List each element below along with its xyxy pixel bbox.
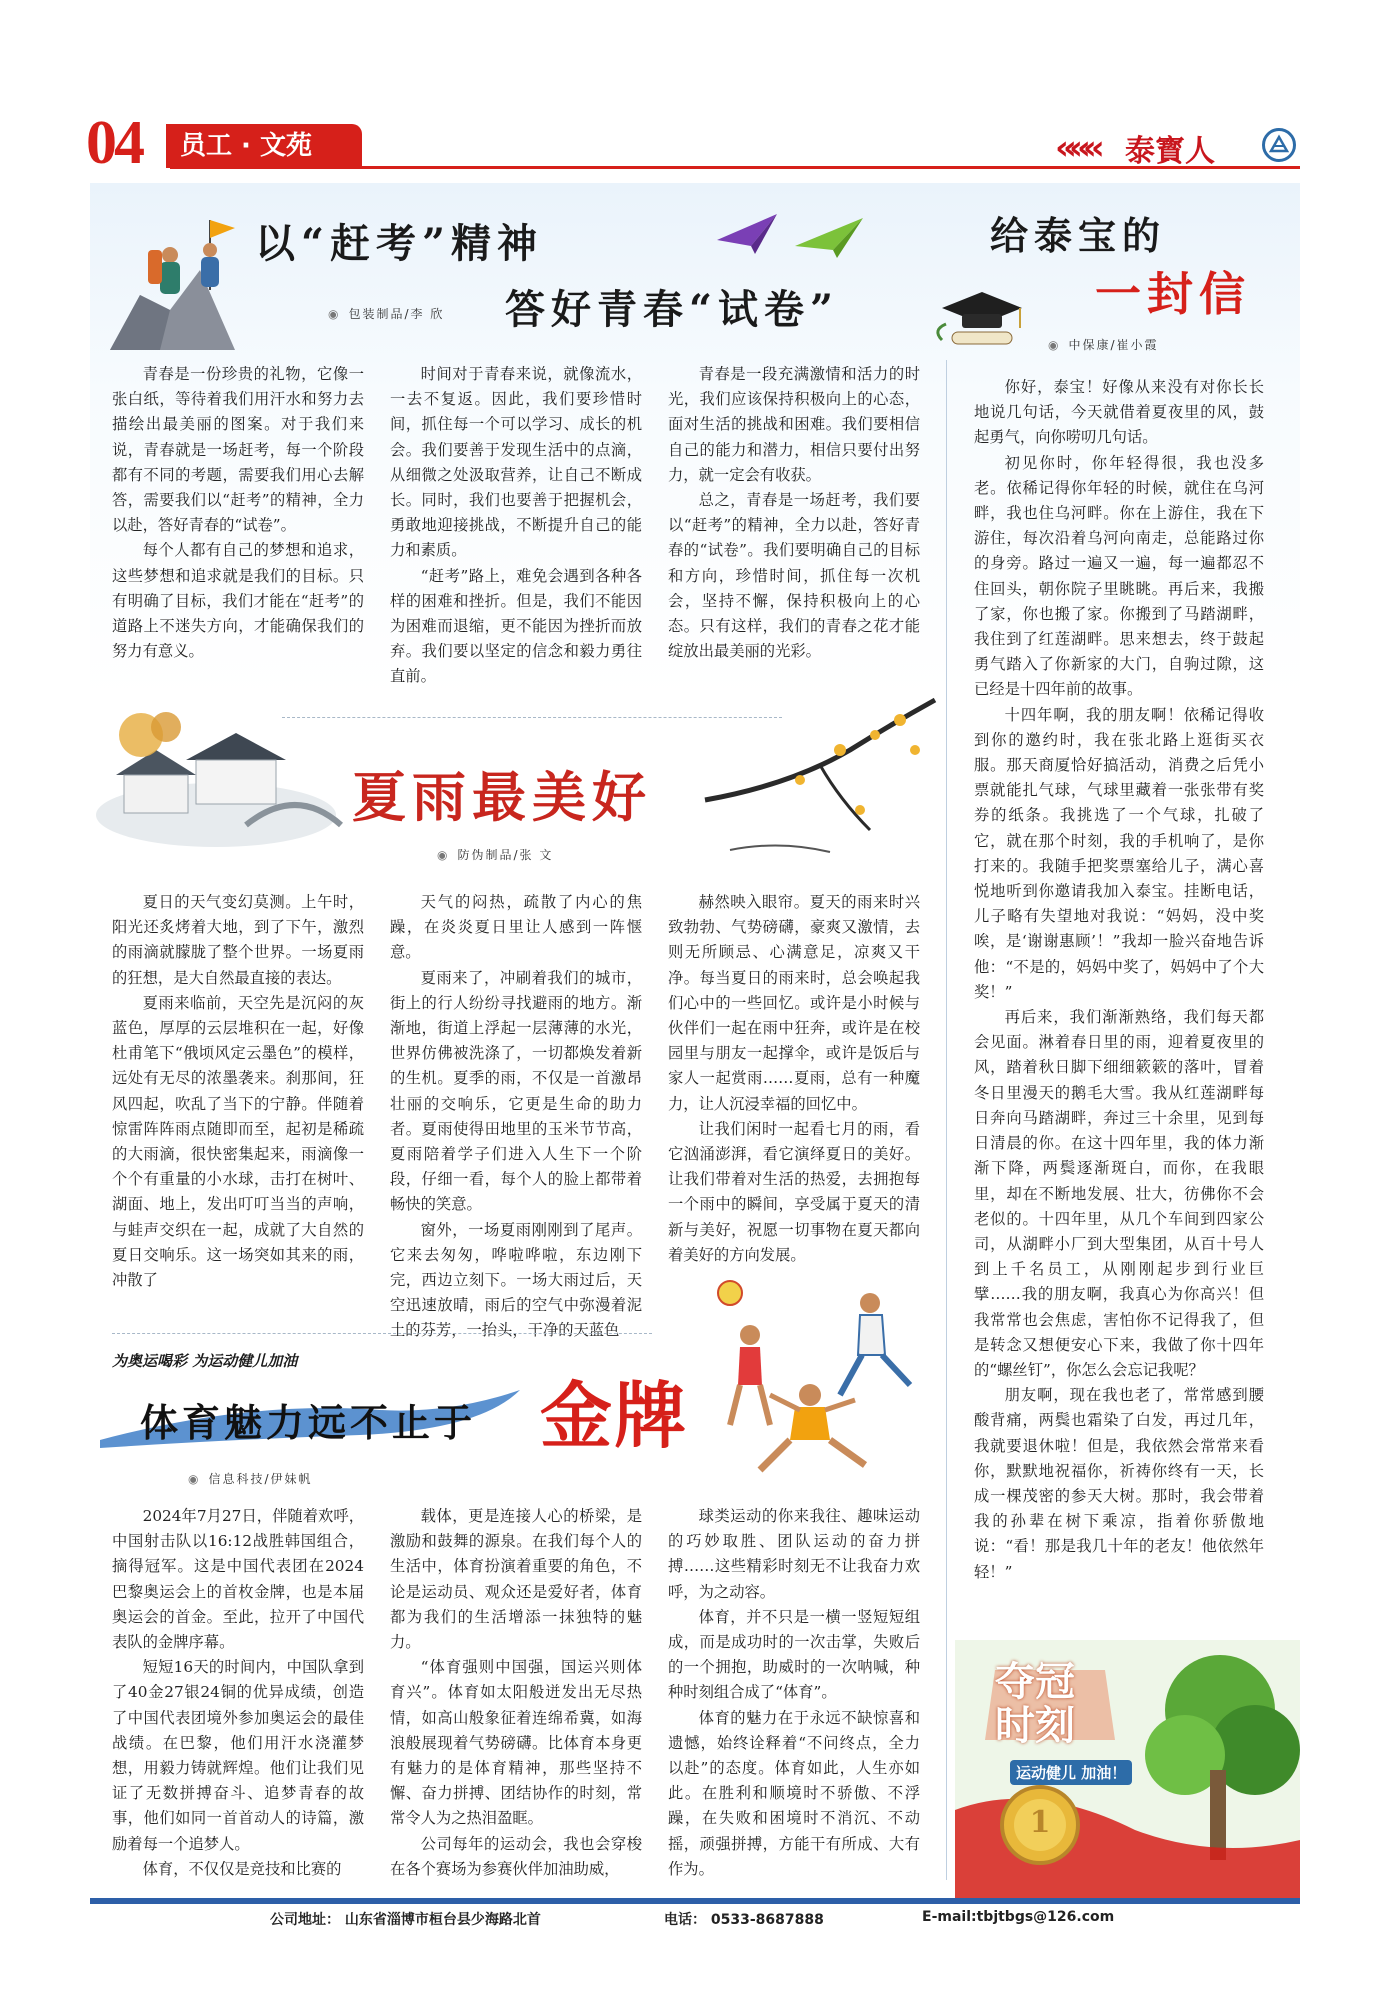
article1-column-3	[668, 362, 920, 664]
article2-column-3	[668, 890, 920, 1268]
article2-column-1	[112, 890, 364, 1293]
paragraph: 体育的魅力在于永远不缺惊喜和遗憾，始终诠释着“不问终点，全力以赴”的态度。体育如此，人生亦如此。在胜利和顺境时不骄傲、不浮躁，在失败和困境时不消沉、不动摇，顽强拼搏，方能干有所成、大有作为。	[668, 1708, 920, 1878]
article1-byline: ◉ 包装制品/李 欣	[328, 307, 445, 321]
byline-bullet-icon: ◉	[188, 1472, 201, 1486]
paragraph: 短短16天的时间内，中国队拿到了40金27银24铜的优异成绩，创造了中国代表团境外参加奥运会的最佳战绩。在巴黎，他们用汗水浇灌梦想，用毅力铸就辉煌。他们让我们见证了无数拼搏奋斗、追梦青春的故事，他们如同一首首动人的诗篇，激励着每一个追梦人。	[112, 1658, 364, 1853]
section-label: 员工 · 文苑	[166, 124, 362, 168]
brand-logo-text: 泰寳人	[1125, 134, 1215, 169]
article3-column-3	[668, 1504, 920, 1882]
section-divider	[112, 1333, 652, 1334]
article2-title: 夏雨最美好	[352, 765, 652, 829]
paragraph: 青春是一段充满激情和活力的时光，我们应该保持积极向上的心态，面对生活的挑战和困难。我们要相信自己的能力和潜力，相信只要付出努力，就一定会有收获。	[668, 365, 920, 484]
page-number: 04	[86, 109, 142, 177]
paragraph: 夏雨来了，冲刷着我们的城市，街上的行人纷纷寻找避雨的地方。渐渐地，街道上浮起一层薄薄的水光，世界仿佛被洗涤了，一切都焕发着新的生机。夏季的雨，不仅是一首激昂壮丽的交响乐，它更是生命的助力者。夏雨使得田地里的玉米节节高，夏雨陪着学子们进入人生下一个阶段，仔细一看，每个人的脸上都带着畅快的笑意。	[390, 968, 642, 1214]
column-divider	[946, 360, 947, 1880]
athletes-illustration	[690, 1275, 940, 1485]
ink-village-illustration	[96, 705, 346, 855]
article3-title-gold: 金牌	[540, 1373, 689, 1458]
badge-subtitle: 运动健儿 加油！	[1010, 1760, 1132, 1785]
paragraph: 十四年啊，我的朋友啊！依稀记得收到你的邀约时，我在张北路上逛街买衣服。那天商厦恰好搞活动，消费之后凭小票就能扎气球，气球里藏着一张张带有奖券的纸条。我挑选了一个气球，扎破了它，就在那个时刻，我的手机响了，是你打来的。我随手把奖票塞给儿子，满心喜悦地听到你邀请我加入泰宝。挂断电话，儿子略有失望地对我说：“妈妈，没中奖唉，是‘谢谢惠顾’！”我却一脸兴奋地告诉他：“不是的，妈妈中奖了，妈妈中了个大奖！”	[974, 705, 1264, 1001]
article2-column-2	[390, 890, 642, 1344]
footer-address: 公司地址： 山东省淄博市桓台县少海路北首	[270, 1912, 541, 1928]
byline-bullet-icon: ◉	[437, 848, 450, 862]
article3-column-2	[390, 1504, 642, 1882]
article1-title-line1: 以“赶考”精神	[255, 220, 544, 267]
article4-title-line2: 一封信	[1095, 267, 1251, 321]
climbers-illustration	[100, 200, 240, 350]
article4-column	[974, 375, 1264, 1585]
paragraph: 夏日的天气变幻莫测。上午时，阳光还炙烤着大地，到了下午，激烈的雨滴就朦胧了整个世界。一场夏雨的狂想，是大自然最直接的表达。	[112, 893, 364, 987]
paragraph: 总之，青春是一场赶考，我们要以“赶考”的精神，全力以赴，答好青春的“试卷”。我们要明确自己的目标和方向，珍惜时间，抓住每一次机会，坚持不懈，保持积极向上的心态。只有这样，我们的青春之花才能绽放出最美丽的光彩。	[668, 491, 920, 661]
paragraph: “体育强则中国强，国运兴则体育兴”。体育如太阳般迸发出无尽热情，如高山般象征着连绵希冀，如海浪般展现着气势磅礴。比体育本身更有魅力的是体育精神，那些坚持不懈、奋力拼搏、团结协作的时刻，常常令人为之热泪盈眶。	[390, 1658, 642, 1828]
paper-plane-icons	[715, 210, 865, 260]
article3-column-1	[112, 1504, 364, 1882]
badge-title: 夺冠时刻	[995, 1659, 1075, 1749]
paragraph: 体育，并不只是一横一竖短短组成，而是成功时的一次击掌，失败后的一个拥抱，助威时的一次呐喊，种种时刻组合成了“体育”。	[668, 1607, 920, 1702]
paragraph: 载体，更是连接人心的桥梁，是激励和鼓舞的源泉。在我们每个人的生活中，体育扮演着重要的角色，不论是运动员、观众还是爱好者，体育都为我们的生活增添一抹独特的魅力。	[390, 1507, 642, 1652]
paragraph: 公司每年的运动会，我也会穿梭在各个赛场为参赛伙伴加油助威，	[390, 1834, 642, 1878]
plum-blossom-illustration	[700, 690, 940, 870]
article4-title-line1: 给泰宝的	[990, 213, 1167, 258]
article4-byline: ◉ 中保康/崔小霞	[1048, 338, 1159, 352]
article2-byline: ◉ 防伪制品/张 文	[437, 848, 554, 862]
paragraph: 窗外，一场夏雨刚刚到了尾声。它来去匆匆，哗啦哗啦，东边刚下完，西边立刻下。一场大雨过后，天空迅速放晴，雨后的空气中弥漫着泥土的芬芳，一抬头，干净的天蓝色	[390, 1220, 642, 1340]
paragraph: 你好，泰宝！好像从来没有对你长长地说几句话，今天就借着夏夜里的风，鼓起勇气，向你唠叨几句话。	[974, 378, 1264, 447]
byline-bullet-icon: ◉	[328, 307, 341, 321]
gold-medal-icon: 1	[1029, 1805, 1051, 1840]
brand-seal-icon	[1262, 128, 1296, 162]
byline-bullet-icon: ◉	[1048, 338, 1061, 352]
paragraph: “赶考”路上，难免会遇到各种各样的困难和挫折。但是，我们不能因为困难而退缩，更不能因为挫折而放弃。我们要以坚定的信念和毅力勇往直前。	[390, 566, 642, 686]
paragraph: 青春是一份珍贵的礼物，它像一张白纸，等待着我们用汗水和努力去描绘出最美丽的图案。对于我们来说，青春就是一场赶考，每一个阶段都有不同的考题，需要我们用心去解答，需要我们以“赶考”的精神，全力以赴，答好青春的“试卷”。	[112, 365, 364, 535]
paragraph: 天气的闷热，疏散了内心的焦躁，在炎炎夏日里让人感到一阵惬意。	[390, 893, 642, 962]
footer-email: E-mail:tbjtbgs@126.com	[922, 1909, 1115, 1925]
paragraph: 朋友啊，现在我也老了，常常感到腰酸背痛，两鬓也霜染了白发，再过几年，我就要退休啦！但是，我依然会常常来看你，默默地祝福你，祈祷你终有一天，长成一棵茂密的参天大树。那时，我会带着我的孙辈在树下乘凉，指着你骄傲地说：“看！那是我几十年的老友！他依然年轻！”	[974, 1386, 1264, 1581]
brand-mark-icon: «««	[1055, 128, 1097, 168]
article3-title: 体育魅力远不止于	[140, 1400, 477, 1445]
paragraph: 夏雨来临前，天空先是沉闷的灰蓝色，厚厚的云层堆积在一起，好像杜甫笔下“俄顷风定云墨色”的模样，远处有无尽的浓墨袭来。刹那间，狂风四起，吹乱了当下的宁静。伴随着惊雷阵阵雨点随即而至，起初是稀疏的大雨滴，很快密集起来，雨滴像一个个有重量的小水球，击打在树叶、湖面、地上，发出叮叮当当的声响，与蛙声交织在一起，成就了大自然的夏日交响乐。这一场突如其来的雨，冲散了	[112, 993, 364, 1290]
paragraph: 球类运动的你来我往、趣味运动的巧妙取胜、团队运动的奋力拼搏……这些精彩时刻无不让我奋力欢呼，为之动容。	[668, 1507, 920, 1601]
article3-kicker: 为奥运喝彩 为运动健儿加油	[112, 1352, 298, 1370]
paragraph: 每个人都有自己的梦想和追求，这些梦想和追求就是我们的目标。只有明确了目标，我们才能在“赶考”的道路上不迷失方向，才能确保我们的努力有意义。	[112, 541, 364, 661]
graduation-cap-icon	[932, 280, 1032, 350]
paragraph: 让我们闲时一起看七月的雨，看它汹涌澎湃，看它演绎夏日的美好。让我们带着对生活的热爱，去拥抱每一个雨中的瞬间，享受属于夏天的清新与美好，祝愿一切事物在夏天都向着美好的方向发展。	[668, 1119, 920, 1264]
footer-bar	[90, 1898, 1300, 1904]
article1-column-1	[112, 362, 364, 664]
paragraph: 赫然映入眼帘。夏天的雨来时兴致勃勃、气势磅礴，豪爽又激情，去则无所顾忌、心满意足，凉爽又干净。每当夏日的雨来时，总会唤起我们心中的一些回忆。或许是小时候与伙伴们一起在雨中狂奔，或许是在校园里与朋友一起撑伞，或许是饭后与家人一起赏雨……夏雨，总有一种魔力，让人沉浸幸福的回忆中。	[668, 893, 920, 1113]
paragraph: 再后来，我们渐渐熟络，我们每天都会见面。淋着春日里的雨，迎着夏夜里的风，踏着秋日脚下细细簌簌的落叶，冒着冬日里漫天的鹅毛大雪。我从红莲湖畔每日奔向马踏湖畔，奔过三十余里，见到每日清晨的你。在这十四年里，我的体力渐渐下降，两鬓逐渐斑白，而你，在我眼里，却在不断地发展、壮大，彷佛你不会老似的。十四年里，从几个车间到四家公司，从湖畔小厂到大型集团，从百十号人到上千名员工，从刚刚起步到行业巨擘……我的朋友啊，我真心为你高兴！但我常常也会焦虑，害怕你不记得我了，但是转念又想便安心下来，我做了你十四年的“螺丝钉”，你怎么会忘记我呢？	[974, 1008, 1264, 1379]
paragraph: 初见你时，你年轻得很，我也没多老。依稀记得你年轻的时候，就住在乌河畔，我也住乌河畔。你在上游住，我在下游住，每次沿着乌河向南走，总能路过你的身旁。路过一遍又一遍，每一遍都忍不住回头，朝你院子里眺眺。再后来，我搬了家，你也搬了家。你搬到了马踏湖畔，我住到了红莲湖畔。思来想去，终于鼓起勇气踏入了你新家的大门，自驹过隙，这已经是十四年前的故事。	[974, 453, 1264, 699]
paragraph: 体育，不仅仅是竞技和比赛的	[142, 1859, 342, 1878]
article1-column-2	[390, 362, 642, 690]
paragraph: 2024年7月27日，伴随着欢呼，中国射击队以16:12战胜韩国组合，摘得冠军。这是中国代表团在2024巴黎奥运会上的首枚金牌，也是本届奥运会的首金。至此，拉开了中国代表队的金牌序幕。	[112, 1507, 364, 1652]
paragraph: 时间对于青春来说，就像流水，一去不复返。因此，我们要珍惜时间，抓住每一个可以学习、成长的机会。我们要善于发现生活中的点滴，从细微之处汲取营养，让自己不断成长。同时，我们也要善于把握机会，勇敢地迎接挑战，不断提升自己的能力和素质。	[390, 365, 642, 560]
footer-phone: 电话： 0533-8687888	[664, 1912, 824, 1928]
article1-title-line2: 答好青春“试卷”	[505, 286, 840, 333]
article3-byline: ◉ 信息科技/伊妹帆	[188, 1472, 313, 1486]
